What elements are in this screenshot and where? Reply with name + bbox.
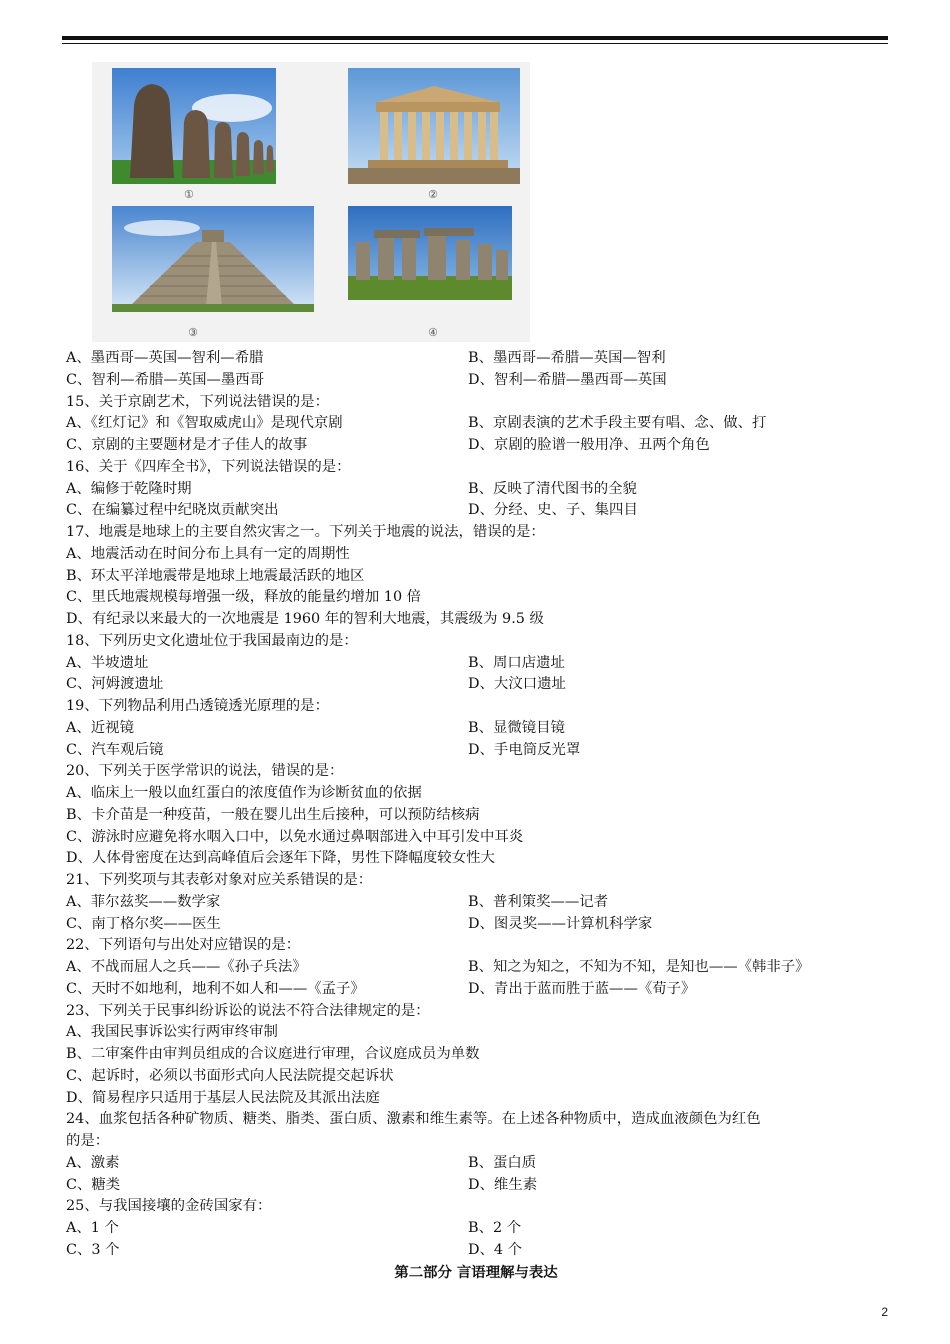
q23-option-a: A、我国民事诉讼实行两审终审制 — [66, 1024, 278, 1041]
photo-caption-3: ③ — [188, 326, 198, 339]
q17-stem: 17、地震是地球上的主要自然灾害之一。下列关于地震的说法，错误的是： — [66, 524, 545, 540]
q21-options-row-2 — [66, 914, 886, 936]
q19-option-a: A、近视镜 — [66, 719, 134, 736]
q16-stem: 16、关于《四库全书》，下列说法错误的是： — [66, 458, 351, 475]
q25-options-row-1 — [66, 1218, 886, 1240]
parthenon-photo — [348, 68, 520, 184]
question-14-photo-panel — [92, 62, 530, 342]
q20-option-c: C、游泳时应避免将水咽入口中，以免水通过鼻咽部进入中耳引发中耳炎 — [66, 828, 524, 845]
q16-option-c: C、在编纂过程中纪晓岚贡献突出 — [66, 502, 279, 519]
photo-caption-4: ④ — [428, 326, 438, 339]
header-rule-thick — [62, 36, 888, 40]
q18-option-d: D、大汶口遗址 — [468, 676, 566, 693]
question-document — [66, 348, 886, 1283]
q16-options-row-2 — [66, 500, 886, 522]
q16-option-b: B、反映了清代图书的全貌 — [468, 480, 637, 497]
q21-option-a: A、菲尔兹奖——数学家 — [66, 893, 221, 910]
q19-options-row-1 — [66, 718, 886, 740]
q22-option-b: B、知之为知之，不知为不知，是知也——《韩非子》 — [468, 959, 810, 975]
q21-option-c: C、南丁格尔奖——医生 — [66, 915, 221, 932]
q23-option-d: D、简易程序只适用于基层人民法院及其派出法庭 — [66, 1089, 380, 1106]
q24-stem-line-1: 24、血浆包括各种矿物质、糖类、脂类、蛋白质、激素和维生素等。在上述各种物质中，造成血液颜色为红色 — [66, 1111, 761, 1128]
q15-option-c: C、京剧的主要题材是才子佳人的故事 — [66, 437, 308, 453]
q25-option-b: B、2 个 — [468, 1220, 522, 1236]
q20-option-b: B、卡介苗是一种疫苗，一般在婴儿出生后接种，可以预防结核病 — [66, 806, 480, 823]
q19-option-b: B、显微镜目镜 — [468, 719, 565, 736]
q24-option-b: B、蛋白质 — [468, 1154, 537, 1171]
q16-option-a: A、编修于乾隆时期 — [66, 480, 192, 497]
q22-stem: 22、下列语句与出处对应错误的是： — [66, 937, 301, 954]
q15-stem: 15、关于京剧艺术，下列说法错误的是： — [66, 393, 329, 410]
q24-option-c: C、糖类 — [66, 1176, 121, 1193]
q14-option-b: B、墨西哥—希腊—英国—智利 — [468, 350, 666, 366]
q15-options-row-2 — [66, 435, 886, 457]
q14-options-row-1 — [66, 348, 886, 370]
q14-options-row-2 — [66, 370, 886, 392]
photo-caption-2: ② — [428, 188, 438, 201]
q16-option-d: D、分经、史、子、集四目 — [468, 502, 638, 519]
q25-stem: 25、与我国接壤的金砖国家有： — [66, 1198, 272, 1215]
q18-stem: 18、下列历史文化遗址位于我国最南边的是： — [66, 632, 358, 649]
q25-options-row-2 — [66, 1240, 886, 1262]
q15-option-d: D、京剧的脸谱一般用净、丑两个角色 — [468, 437, 710, 453]
header-rule-thin — [62, 43, 888, 44]
q19-options-row-2 — [66, 740, 886, 762]
q21-option-b: B、普利策奖——记者 — [468, 893, 609, 910]
q25-option-a: A、1 个 — [66, 1220, 119, 1236]
q20-stem: 20、下列关于医学常识的说法，错误的是： — [66, 763, 344, 780]
q18-option-a: A、半坡遗址 — [66, 654, 149, 671]
q17-option-c: C、里氏地震规模每增强一级，释放的能量约增加 10 倍 — [66, 589, 422, 606]
q19-option-d: D、手电筒反光罩 — [468, 741, 581, 758]
q15-option-a: A、《红灯记》和《智取威虎山》是现代京剧 — [66, 415, 343, 432]
q22-option-c: C、天时不如地利，地利不如人和——《孟子》 — [66, 980, 365, 997]
page-number: 2 — [881, 1305, 888, 1319]
q17-option-b: B、环太平洋地震带是地球上地震最活跃的地区 — [66, 567, 365, 584]
stonehenge-photo — [348, 206, 512, 300]
q22-options-row-2 — [66, 979, 886, 1001]
q19-option-c: C、汽车观后镜 — [66, 741, 164, 758]
q25-option-d: D、4 个 — [468, 1241, 523, 1258]
q24-options-row-1 — [66, 1153, 886, 1175]
q15-options-row-1 — [66, 413, 886, 435]
q20-option-d: D、人体骨密度在达到高峰值后会逐年下降，男性下降幅度较女性大 — [66, 850, 495, 867]
q18-options-row-1 — [66, 653, 886, 675]
q21-options-row-1 — [66, 892, 886, 914]
q24-option-a: A、激素 — [66, 1154, 120, 1171]
q23-option-c: C、起诉时，必须以书面形式向人民法院提交起诉状 — [66, 1067, 394, 1084]
q24-options-row-2 — [66, 1175, 886, 1197]
q25-option-c: C、3 个 — [66, 1241, 120, 1258]
q16-options-row-1 — [66, 479, 886, 501]
q23-option-b: B、二审案件由审判员组成的合议庭进行审理，合议庭成员为单数 — [66, 1046, 480, 1062]
q22-options-row-1 — [66, 957, 886, 979]
q15-option-b: B、京剧表演的艺术手段主要有唱、念、做、打 — [468, 415, 767, 432]
q17-option-d: D、有纪录以来最大的一次地震是 1960 年的智利大地震，其震级为 9.5 级 — [66, 611, 544, 627]
q14-option-c: C、智利—希腊—英国—墨西哥 — [66, 371, 265, 388]
q24-option-d: D、维生素 — [468, 1176, 538, 1193]
mayan-pyramid-photo — [112, 206, 314, 312]
q14-option-a: A、墨西哥—英国—智利—希腊 — [66, 350, 264, 366]
q24-stem-line-2: 的是： — [66, 1133, 110, 1149]
q19-stem: 19、下列物品利用凸透镜透光原理的是： — [66, 698, 329, 714]
q21-option-d: D、图灵奖——计算机科学家 — [468, 915, 653, 932]
q23-stem: 23、下列关于民事纠纷诉讼的说法不符合法律规定的是： — [66, 1002, 430, 1019]
q18-options-row-2 — [66, 674, 886, 696]
q18-option-b: B、周口店遗址 — [468, 654, 565, 671]
q14-option-d: D、智利—希腊—墨西哥—英国 — [468, 371, 667, 388]
moai-photo — [112, 68, 276, 184]
q21-stem: 21、下列奖项与其表彰对象对应关系错误的是： — [66, 872, 373, 888]
q17-option-a: A、地震活动在时间分布上具有一定的周期性 — [66, 545, 350, 562]
photo-caption-1: ① — [184, 188, 194, 201]
q22-option-d: D、青出于蓝而胜于蓝——《荀子》 — [468, 980, 696, 997]
section-title: 第二部分 言语理解与表达 — [394, 1263, 558, 1281]
q20-option-a: A、临床上一般以血红蛋白的浓度值作为诊断贫血的依据 — [66, 785, 422, 801]
q22-option-a: A、不战而屈人之兵——《孙子兵法》 — [66, 959, 307, 975]
q18-option-c: C、河姆渡遗址 — [66, 676, 164, 693]
